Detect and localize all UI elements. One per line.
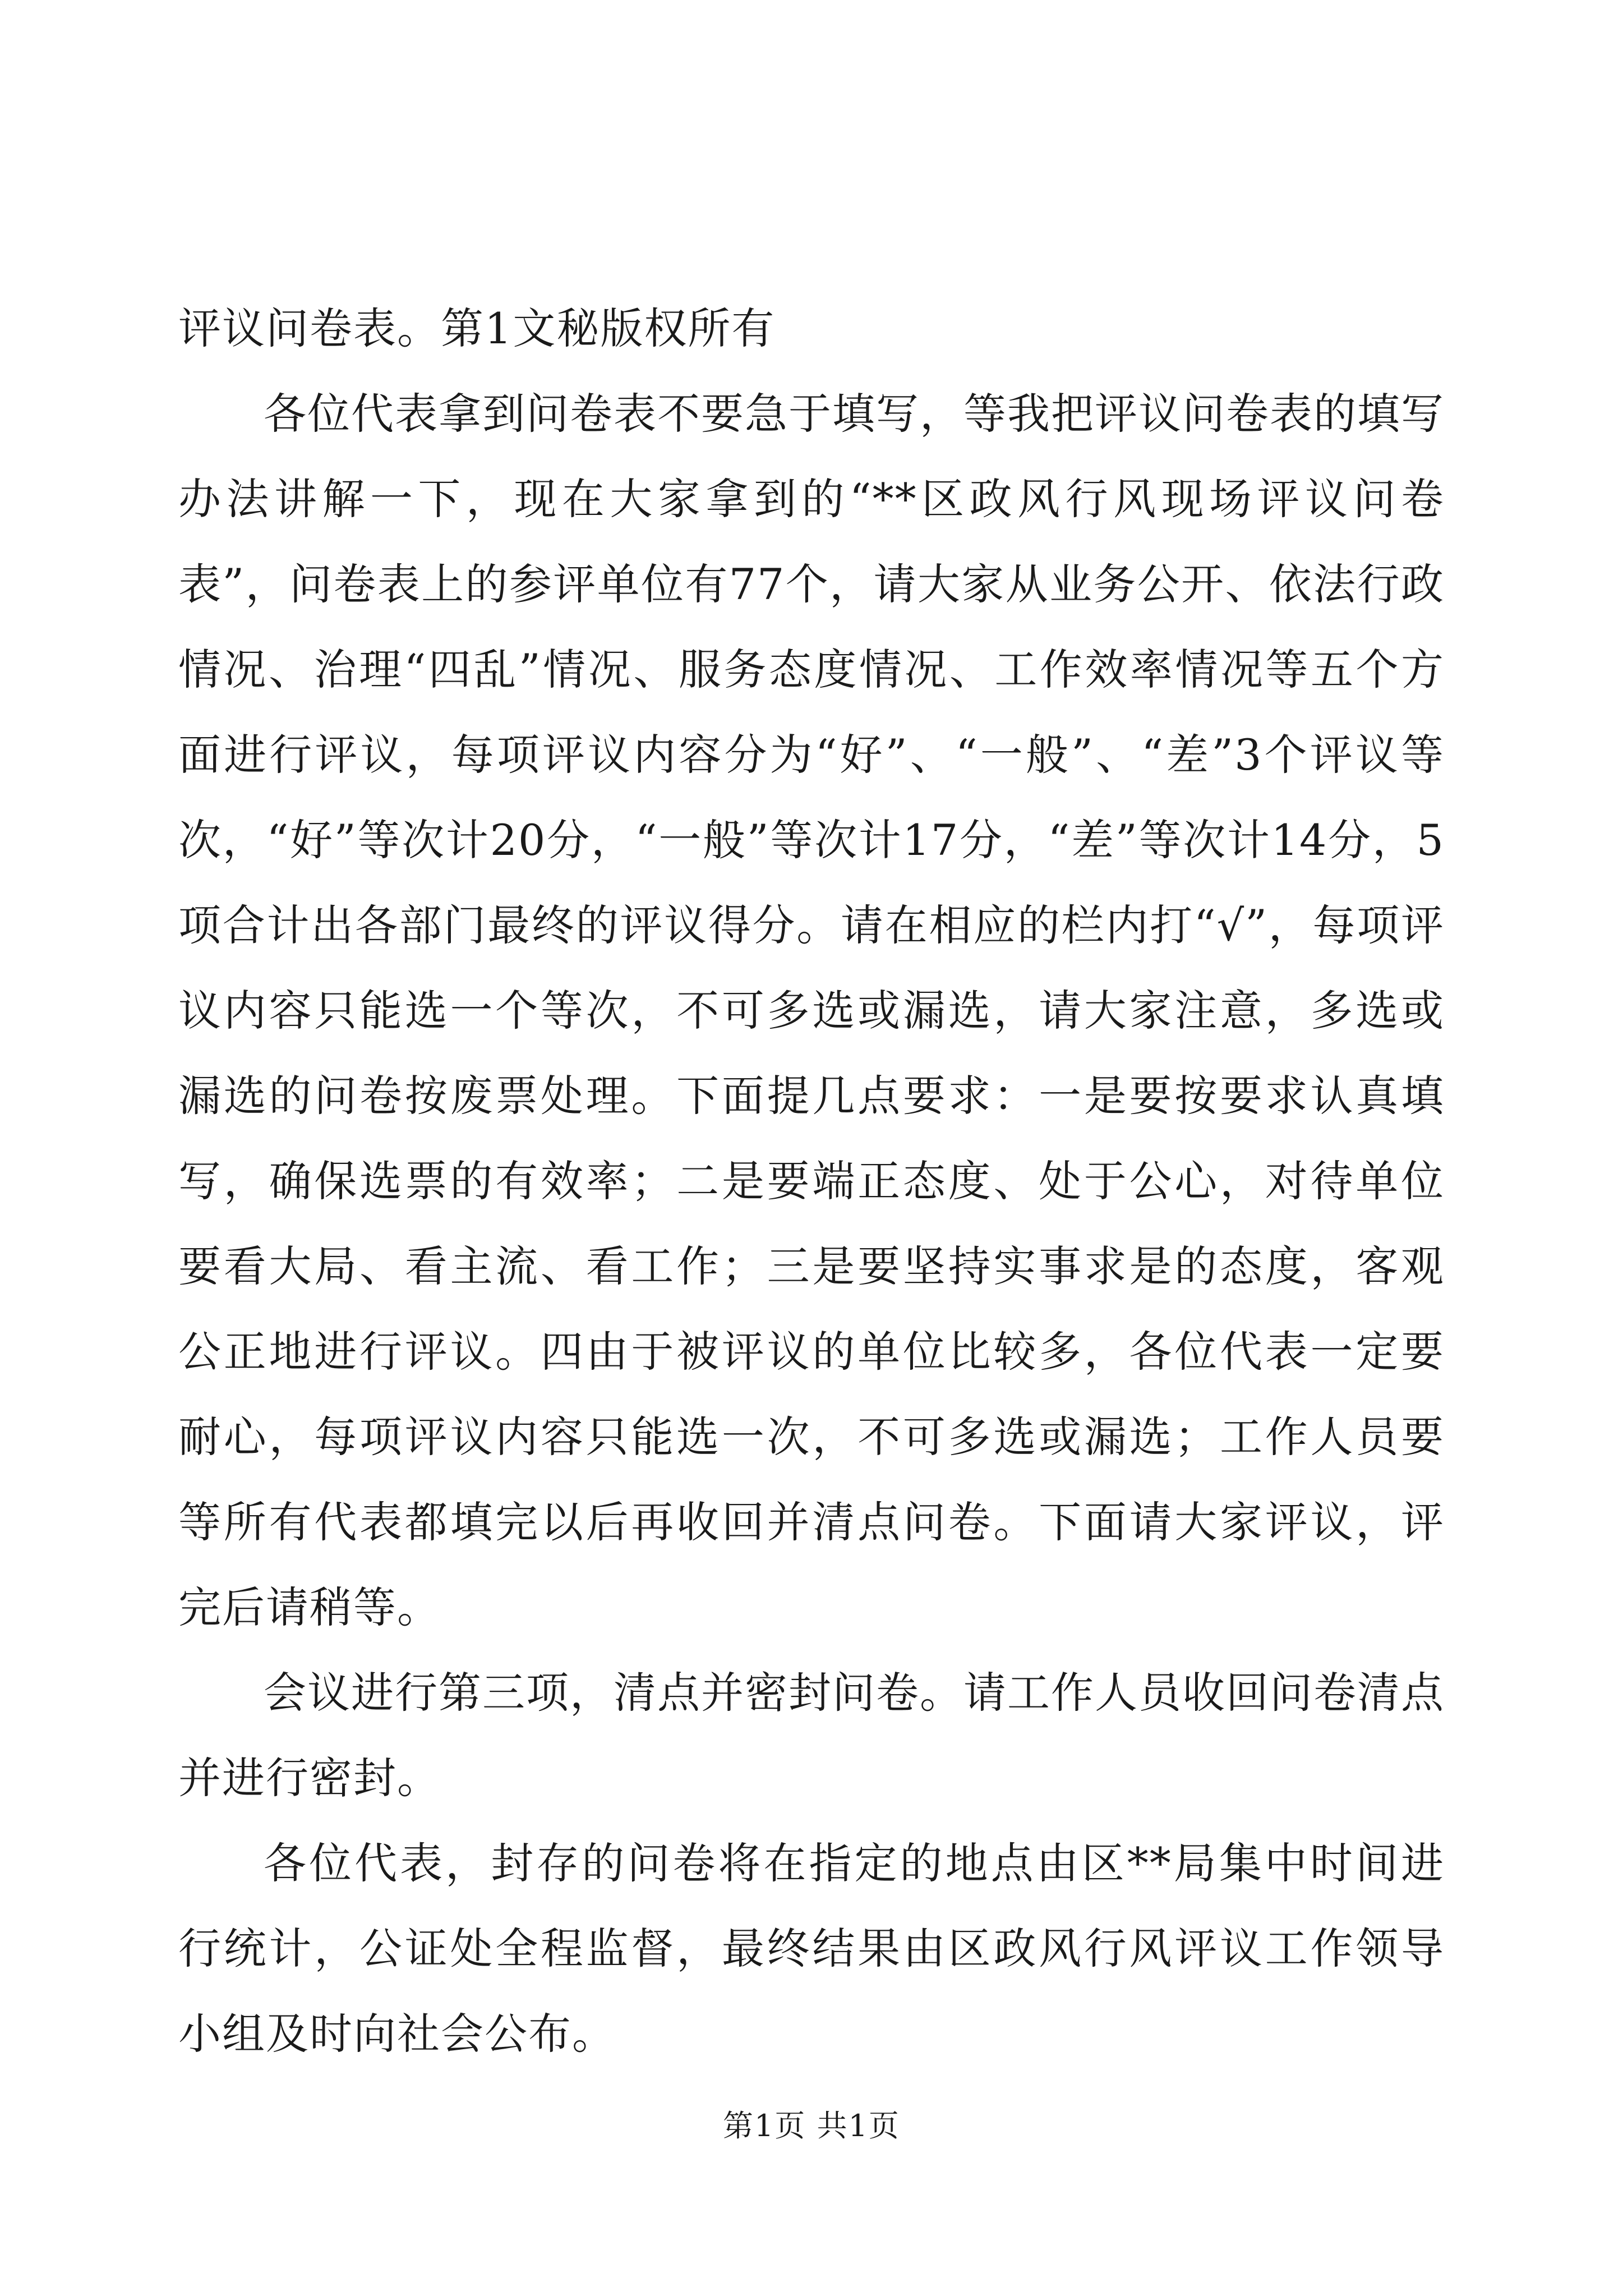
paragraph-continuation: 评议问卷表。第1文秘版权所有 xyxy=(178,303,776,353)
document-body xyxy=(178,286,1445,2077)
page-footer: 第1页 共1页 xyxy=(723,2108,900,2143)
paragraph-questionnaire-instructions: 各位代表拿到问卷表不要急于填写，等我把评议问卷表的填写办法讲解一下，现在大家拿到的“**区政风行风现场评议问卷表”，问卷表上的参评单位有77个，请大家从业务公开、依法行政情况、治理“四乱”情况、服务态度情况、工作效率情况等五个方面进行评议，每项评议内容分为“好”、“一般”、“差”3个评议等次，“好”等次计20分，“一般”等次计17分，“差”等次计14分，5项合计出各部门最终的评议得分。请在相应的栏内打“√”，每项评议内容只能选一个等次，不可多选或漏选，请大家注意，多选或漏选的问卷按废票处理。下面提几点要求：一是要按要求认真填写，确保选票的有效率；二是要端正态度、处于公心，对待单位要看大局、看主流、看工作；三是要坚持实事求是的态度，客观公正地进行评议。四由于被评议的单位比较多，各位代表一定要耐心，每项评议内容只能选一次，不可多选或漏选；工作人员要等所有代表都填完以后再收回并清点问卷。下面请大家评议，评完后请稍等。 xyxy=(178,389,1445,1632)
paragraph-statistics-announcement: 各位代表，封存的问卷将在指定的地点由区**局集中时间进行统计，公证处全程监督，最终结果由区政风行风评议工作领导小组及时向社会公布。 xyxy=(178,1838,1445,2059)
paragraph-seal-questionnaires: 会议进行第三项，清点并密封问卷。请工作人员收回问卷清点并进行密封。 xyxy=(178,1668,1445,1803)
